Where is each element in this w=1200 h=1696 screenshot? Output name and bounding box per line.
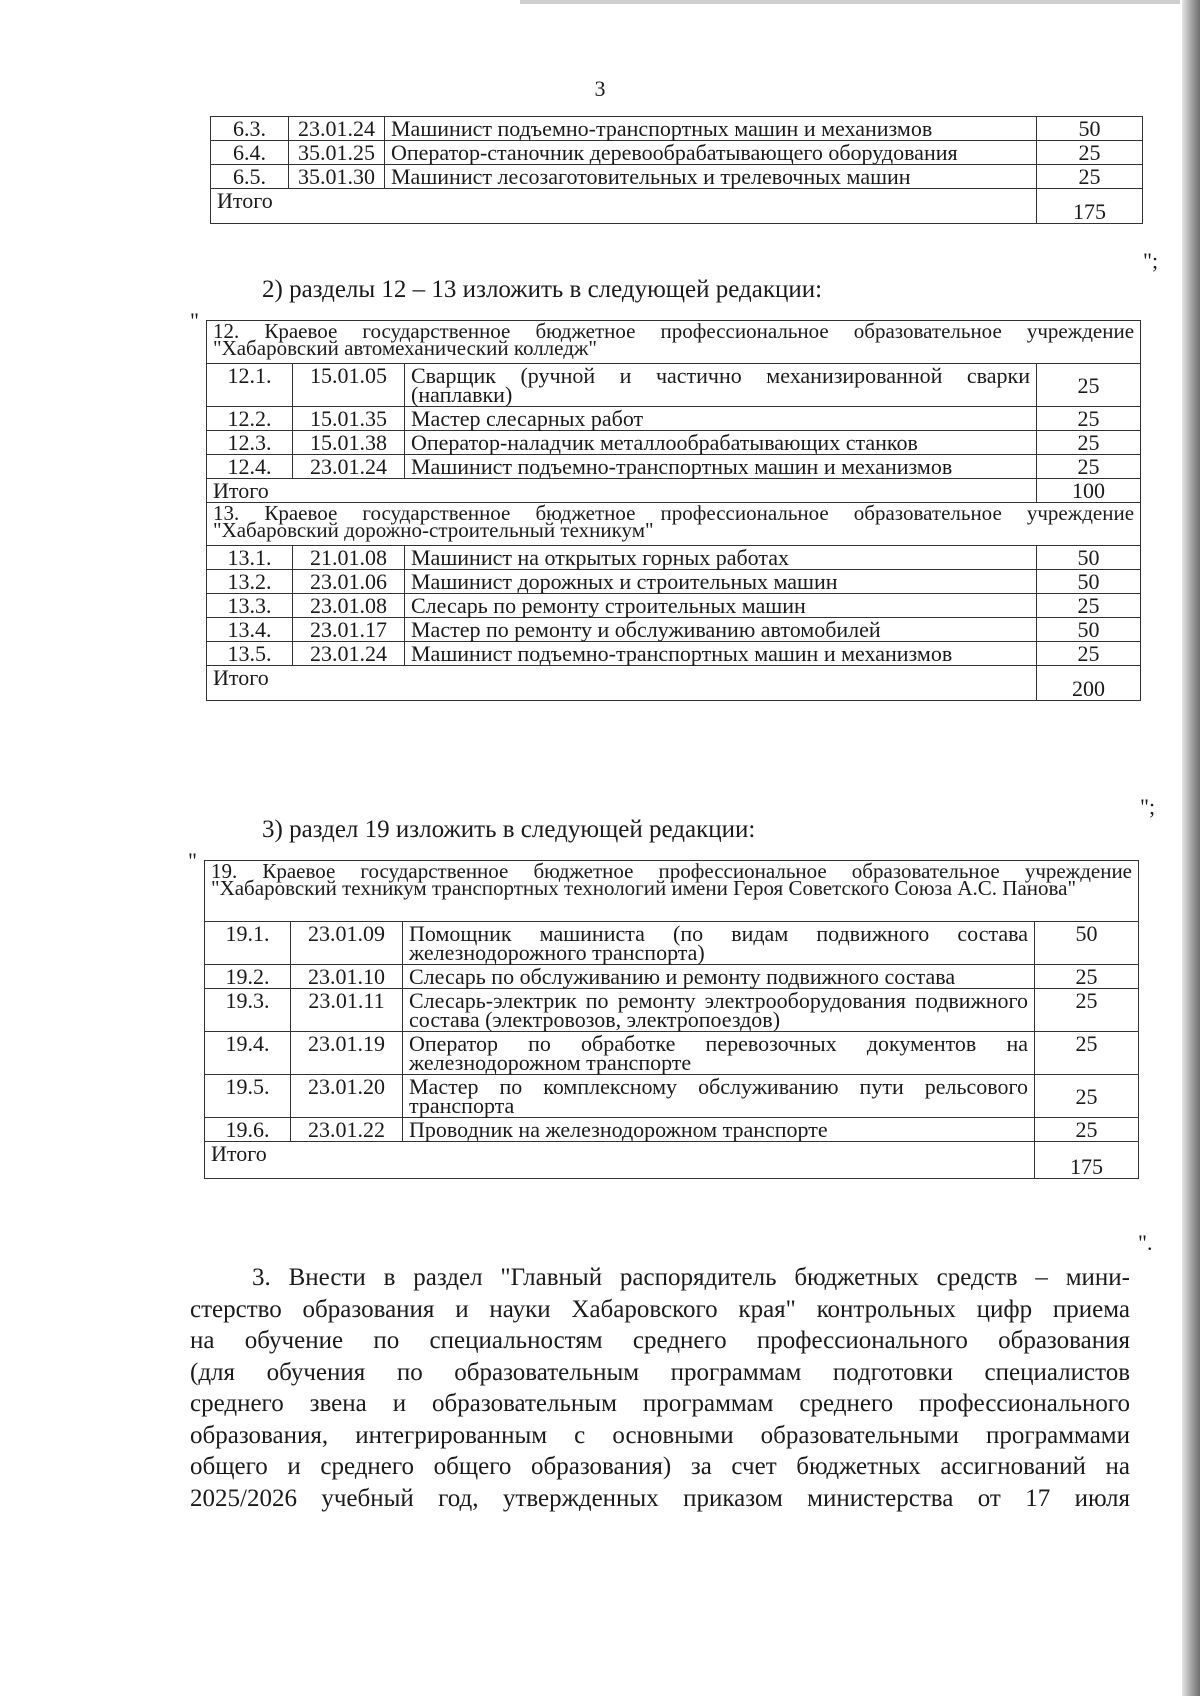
row-number: 13.4.: [207, 618, 293, 642]
row-quantity: 25: [1037, 594, 1141, 618]
row-code: 23.01.11: [291, 989, 403, 1032]
row-quantity: 50: [1037, 570, 1141, 594]
row-code: 35.01.30: [289, 165, 385, 189]
paragraph-line: среднего звена и образовательным программам среднего профессионального: [190, 1390, 1130, 1417]
table-row: [207, 364, 1141, 407]
table-row: [207, 431, 1141, 455]
table-row: [207, 407, 1141, 431]
row-code: 15.01.05: [293, 364, 405, 407]
row-code: 23.01.24: [289, 117, 385, 141]
total-label: Итого: [207, 666, 1037, 701]
table-row: [211, 165, 1143, 189]
page-number: 3: [594, 76, 606, 101]
institution-title-12: 12. Краевое государственное бюджетное профессиональное образовательное учреждение "Хабаровский автомеханический колледж": [207, 321, 1141, 364]
row-quantity: 50: [1037, 546, 1141, 570]
total-label: Итого: [205, 1142, 1035, 1179]
row-profession: Помощник машиниста (по видам подвижного состава железнодорожного транспорта): [403, 922, 1035, 965]
table-row: [205, 989, 1139, 1032]
row-number: 6.4.: [211, 141, 289, 165]
table-row: [207, 618, 1141, 642]
paragraph-line: общего и среднего общего образования) за счет бюджетных ассигнований на: [190, 1453, 1130, 1480]
paragraph-line: 2025/2026 учебный год, утвержденных приказом министерства от 17 июля: [190, 1484, 1130, 1512]
total-row: [211, 189, 1143, 224]
closing-quote: ".: [1138, 1230, 1153, 1255]
paragraph-line: образования, интегрированным с основными образовательными программами: [190, 1421, 1130, 1449]
row-quantity: 25: [1035, 1075, 1139, 1118]
row-number: 13.3.: [207, 594, 293, 618]
paragraph-line: на обучение по специальностям среднего профессионального образования: [190, 1327, 1130, 1354]
row-profession: Мастер слесарных работ: [405, 407, 1037, 431]
table-row: [207, 594, 1141, 618]
row-number: 19.1.: [205, 922, 291, 965]
row-quantity: 25: [1035, 1118, 1139, 1142]
row-number: 13.5.: [207, 642, 293, 666]
table-sections-12-13: [206, 320, 1141, 701]
row-number: 19.5.: [205, 1075, 291, 1118]
row-quantity: 25: [1037, 642, 1141, 666]
table-row: [211, 117, 1143, 141]
row-profession: Мастер по ремонту и обслуживанию автомобилей: [405, 618, 1037, 642]
row-code: 15.01.38: [293, 431, 405, 455]
table-row: [205, 965, 1139, 989]
row-profession: Оператор по обработке перевозочных документов на железнодорожном транспорте: [403, 1032, 1035, 1075]
table-row: [205, 922, 1139, 965]
table-row: [207, 455, 1141, 479]
paragraph-3: [190, 1262, 1130, 1514]
item-2-heading: 2) разделы 12 – 13 изложить в следующей редакции:: [262, 276, 823, 303]
row-quantity: 25: [1037, 431, 1141, 455]
row-number: 12.4.: [207, 455, 293, 479]
table-section-19: [204, 860, 1139, 1179]
row-code: 35.01.25: [289, 141, 385, 165]
total-value: 100: [1037, 479, 1141, 503]
row-profession: Оператор-наладчик металлообрабатывающих станков: [405, 431, 1037, 455]
row-profession: Машинист подъемно-транспортных машин и механизмов: [405, 642, 1037, 666]
row-number: 6.3.: [211, 117, 289, 141]
table-row: [207, 642, 1141, 666]
row-number: 12.3.: [207, 431, 293, 455]
row-code: 23.01.10: [291, 965, 403, 989]
row-number: 19.2.: [205, 965, 291, 989]
opening-quote: ": [188, 848, 197, 873]
closing-quote: ";: [1143, 248, 1159, 273]
table-row: [207, 546, 1141, 570]
paragraph-line: 3. Внести в раздел "Главный распорядитель бюджетных средств – мини-: [252, 1264, 1130, 1291]
row-code: 23.01.08: [293, 594, 405, 618]
institution-row: [207, 321, 1141, 364]
row-number: 19.6.: [205, 1118, 291, 1142]
row-quantity: 25: [1035, 965, 1139, 989]
total-row: [207, 479, 1141, 503]
table-row: [205, 1075, 1139, 1118]
row-code: 15.01.35: [293, 407, 405, 431]
row-number: 6.5.: [211, 165, 289, 189]
total-label: Итого: [211, 189, 1037, 224]
row-quantity: 25: [1037, 364, 1141, 407]
row-profession: Машинист дорожных и строительных машин: [405, 570, 1037, 594]
total-row: [207, 666, 1141, 701]
row-number: 12.2.: [207, 407, 293, 431]
paragraph-line: стерство образования и науки Хабаровского края" контрольных цифр приема: [190, 1295, 1130, 1323]
table-row: [205, 1118, 1139, 1142]
row-quantity: 25: [1037, 407, 1141, 431]
row-quantity: 50: [1037, 618, 1141, 642]
row-code: 23.01.24: [293, 455, 405, 479]
row-code: 23.01.22: [291, 1118, 403, 1142]
row-quantity: 25: [1037, 455, 1141, 479]
row-quantity: 25: [1035, 989, 1139, 1032]
row-quantity: 25: [1037, 141, 1143, 165]
paragraph-line: (для обучения по образовательным программам подготовки специалистов: [190, 1358, 1130, 1386]
item-3-heading: 3) раздел 19 изложить в следующей редакции:: [262, 816, 756, 843]
row-number: 13.1.: [207, 546, 293, 570]
row-profession: Мастер по комплексному обслуживанию пути рельсового транспорта: [403, 1075, 1035, 1118]
total-row: [205, 1142, 1139, 1179]
row-profession: Машинист на открытых горных работах: [405, 546, 1037, 570]
row-number: 13.2.: [207, 570, 293, 594]
row-profession: Машинист подъемно-транспортных машин и механизмов: [385, 117, 1037, 141]
row-code: 23.01.24: [293, 642, 405, 666]
institution-row: [205, 861, 1139, 922]
opening-quote: ": [190, 308, 199, 333]
row-quantity: 25: [1035, 1032, 1139, 1075]
row-code: 21.01.08: [293, 546, 405, 570]
row-profession: Машинист лесозаготовительных и трелевочных машин: [385, 165, 1037, 189]
row-code: 23.01.19: [291, 1032, 403, 1075]
total-value: 200: [1037, 666, 1141, 701]
row-quantity: 25: [1037, 165, 1143, 189]
row-number: 19.4.: [205, 1032, 291, 1075]
scan-shadow-edge: [1182, 0, 1200, 1696]
row-number: 19.3.: [205, 989, 291, 1032]
row-quantity: 50: [1037, 117, 1143, 141]
total-value: 175: [1037, 189, 1143, 224]
scan-shadow-top: [520, 0, 1180, 4]
row-profession: Проводник на железнодорожном транспорте: [403, 1118, 1035, 1142]
table-row: [205, 1032, 1139, 1075]
row-profession: Слесарь по обслуживанию и ремонту подвижного состава: [403, 965, 1035, 989]
row-profession: Оператор-станочник деревообрабатывающего оборудования: [385, 141, 1037, 165]
row-number: 12.1.: [207, 364, 293, 407]
table-row: [211, 141, 1143, 165]
institution-title-13: 13. Краевое государственное бюджетное профессиональное образовательное учреждение "Хабаровский дорожно-строительный техникум": [207, 503, 1141, 546]
row-code: 23.01.20: [291, 1075, 403, 1118]
institution-row: [207, 503, 1141, 546]
row-code: 23.01.17: [293, 618, 405, 642]
row-profession: Сварщик (ручной и частично механизированной сварки (наплавки): [405, 364, 1037, 407]
row-code: 23.01.09: [291, 922, 403, 965]
total-label: Итого: [207, 479, 1037, 503]
total-value: 175: [1035, 1142, 1139, 1179]
table-row: [207, 570, 1141, 594]
institution-title-19: 19. Краевое государственное бюджетное профессиональное образовательное учреждение "Хабаровский техникум транспортных технологий имени Героя Советского Союза А.С. Панова": [205, 861, 1139, 922]
table-section-6: [210, 116, 1143, 224]
row-quantity: 50: [1035, 922, 1139, 965]
row-profession: Слесарь-электрик по ремонту электрооборудования подвижного состава (электровозов, электропоездов): [403, 989, 1035, 1032]
row-profession: Слесарь по ремонту строительных машин: [405, 594, 1037, 618]
closing-quote: ";: [1140, 794, 1156, 819]
row-code: 23.01.06: [293, 570, 405, 594]
row-profession: Машинист подъемно-транспортных машин и механизмов: [405, 455, 1037, 479]
